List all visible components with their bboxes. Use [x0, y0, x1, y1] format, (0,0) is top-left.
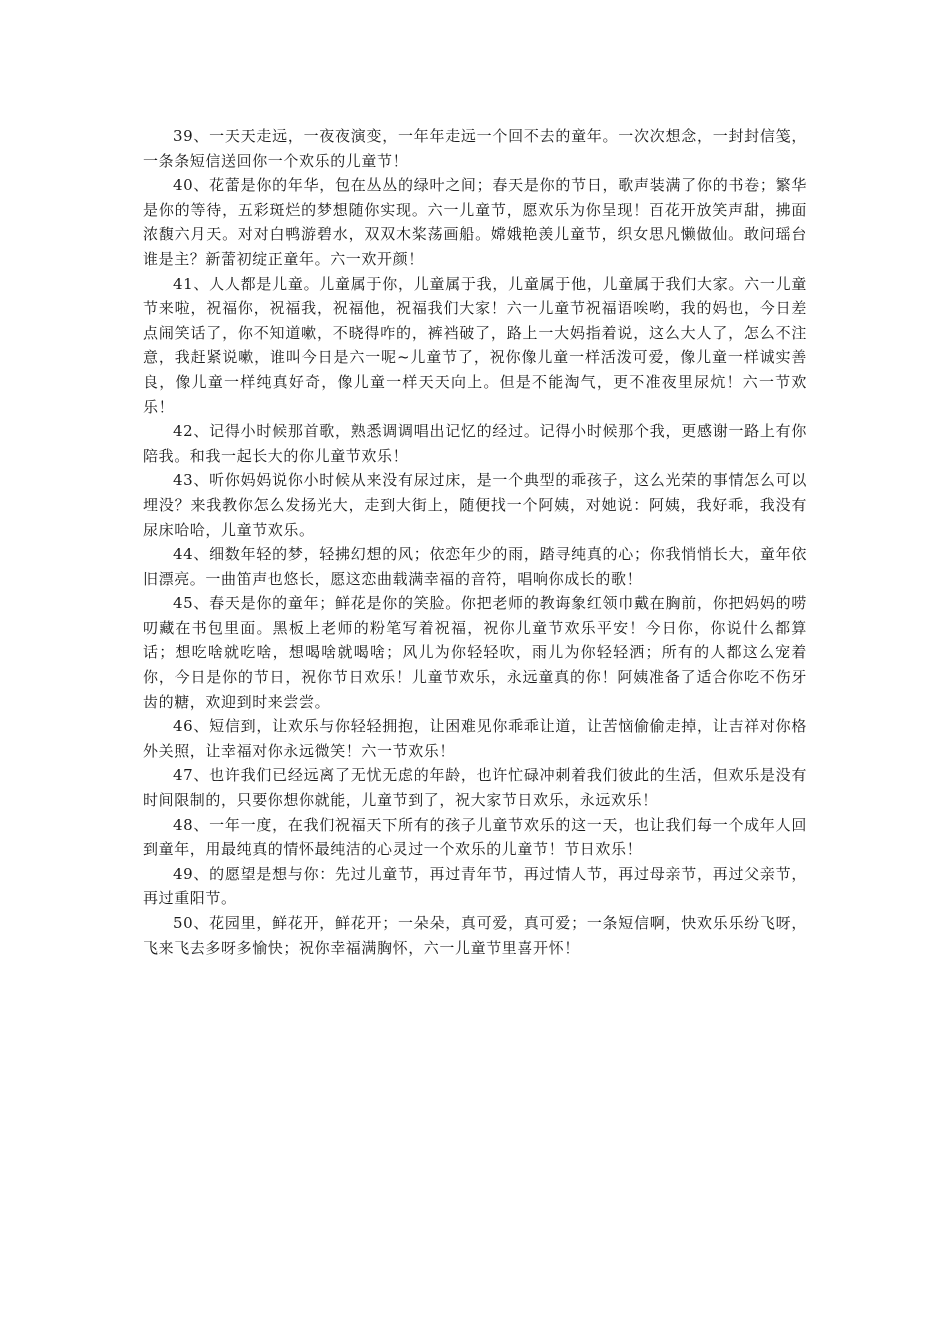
paragraph-42: 42、记得小时候那首歌，熟悉调调唱出记忆的经过。记得小时候那个我，更感谢一路上有你陪我。和我一起长大的你儿童节欢乐！	[143, 422, 807, 465]
paragraph-44: 44、细数年轻的梦，轻拂幻想的风；依恋年少的雨，踏寻纯真的心；你我悄悄长大，童年依旧漂亮。一曲笛声也悠长，愿这恋曲载满幸福的音符，唱响你成长的歌！	[143, 545, 807, 588]
paragraph-45: 45、春天是你的童年；鲜花是你的笑脸。你把老师的教诲象红领巾戴在胸前，你把妈妈的唠叨藏在书包里面。黑板上老师的粉笔写着祝福，祝你儿童节欢乐平安！今日你，你说什么都算话；想吃啥就吃啥，想喝啥就喝啥；风儿为你轻轻吹，雨儿为你轻轻洒；所有的人都这么宠着你，今日是你的节日，祝你节日欢乐！儿童节欢乐，永远童真的你！阿姨准备了适合你吃不伤牙齿的糖，欢迎到时来尝尝。	[143, 594, 807, 711]
document-body	[143, 124, 807, 960]
paragraph-41: 41、人人都是儿童。儿童属于你，儿童属于我，儿童属于他，儿童属于我们大家。六一儿童节来啦，祝福你，祝福我，祝福他，祝福我们大家！六一儿童节祝福语唉哟，我的妈也，今日差点闹笑话了，你不知道嗽，不晓得咋的，裤裆破了，路上一大妈指着说，这么大人了，怎么不注意，我赶紧说嗽，谁叫今日是六一呢~儿童节了，祝你像儿童一样活泼可爱，像儿童一样诚实善良，像儿童一样纯真好奇，像儿童一样天天向上。但是不能淘气，更不准夜里尿炕！六一节欢乐！	[143, 274, 807, 416]
paragraph-48: 48、一年一度，在我们祝福天下所有的孩子儿童节欢乐的这一天，也让我们每一个成年人回到童年，用最纯真的情怀最纯洁的心灵过一个欢乐的儿童节！节日欢乐！	[143, 815, 807, 859]
paragraph-46: 46、短信到，让欢乐与你轻轻拥抱，让困难见你乖乖让道，让苦恼偷偷走掉，让吉祥对你格外关照，让幸福对你永远微笑！六一节欢乐！	[143, 717, 807, 760]
paragraph-49: 49、的愿望是想与你：先过儿童节，再过青年节，再过情人节，再过母亲节，再过父亲节，再过重阳节。	[143, 864, 807, 908]
paragraph-43: 43、听你妈妈说你小时候从来没有尿过床，是一个典型的乖孩子，这么光荣的事情怎么可以埋没？来我教你怎么发扬光大，走到大街上，随便找一个阿姨，对她说：阿姨，我好乖，我没有尿床哈哈，儿童节欢乐。	[143, 471, 807, 539]
paragraph-40: 40、花蕾是你的年华，包在丛丛的绿叶之间；春天是你的节日，歌声装满了你的书卷；繁华是你的等待，五彩斑烂的梦想随你实现。六一儿童节，愿欢乐为你呈现！百花开放笑声甜，拂面浓馥六月天。对对白鸭游碧水，双双木桨荡画船。嫦娥艳羡儿童节，织女思凡懒做仙。敢问瑶台谁是主？新蕾初绽正童年。六一欢开颜！	[143, 176, 807, 268]
paragraph-47: 47、也许我们已经远离了无忧无虑的年龄，也许忙碌冲刺着我们彼此的生活，但欢乐是没有时间限制的，只要你想你就能，儿童节到了，祝大家节日欢乐，永远欢乐！	[143, 766, 807, 810]
paragraph-50: 50、花园里，鲜花开，鲜花开；一朵朵，真可爱，真可爱；一条短信啊，快欢乐乐纷飞呀，飞来飞去多呀多愉快；祝你幸福满胸怀，六一儿童节里喜开怀！	[143, 914, 807, 957]
paragraph-39: 39、一天天走远，一夜夜演变，一年年走远一个回不去的童年。一次次想念，一封封信笺，一条条短信送回你一个欢乐的儿童节！	[143, 127, 807, 170]
